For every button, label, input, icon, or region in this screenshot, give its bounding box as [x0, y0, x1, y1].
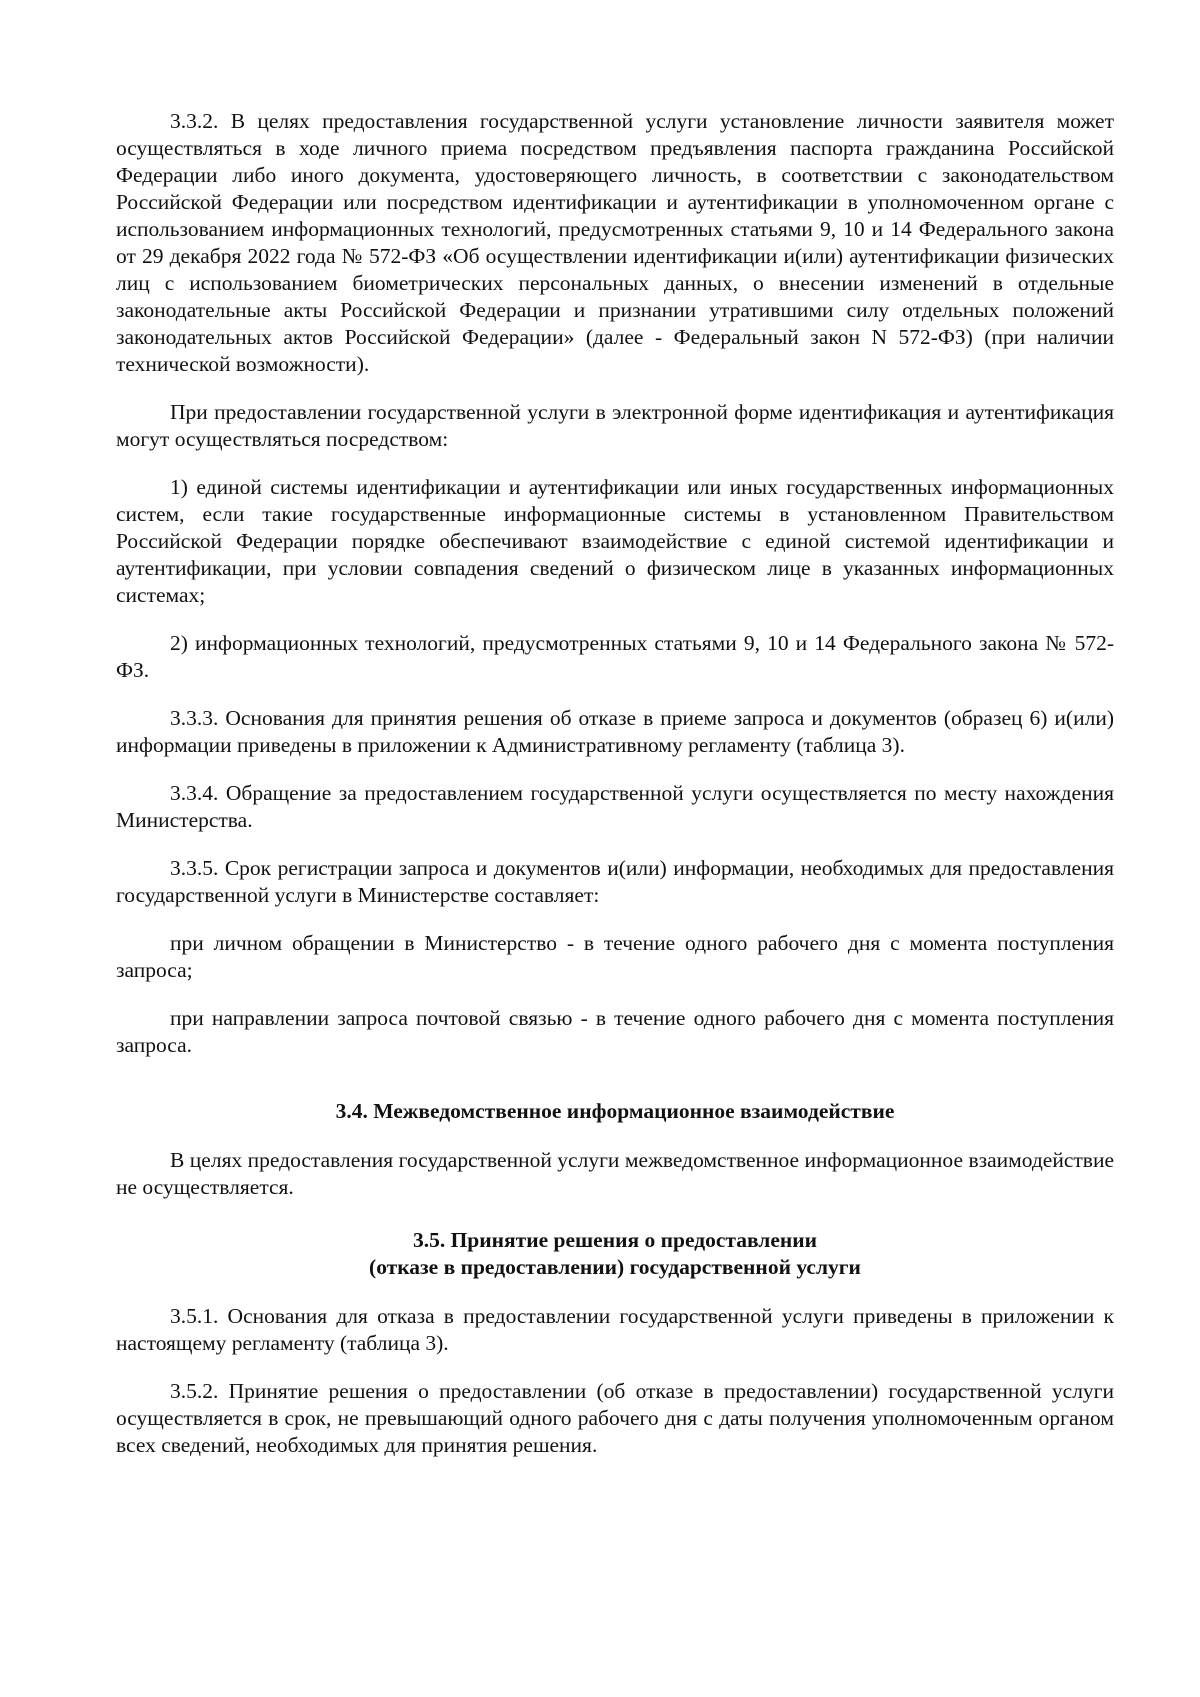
- paragraph-3-4-no-interaction: В целях предоставления государственной услуги межведомственное информационное взаимодействие не осуществляется.: [116, 1148, 1114, 1199]
- section-heading-3-5-line2: (отказе в предоставлении) государственной услуги: [369, 1255, 861, 1279]
- paragraph-3-5-2: 3.5.2. Принятие решения о предоставлении (об отказе в предоставлении) государственной услуги осуществляется в срок, не превышающий одного рабочего дня с даты получения уполномоченным органом всех сведений, необходимых для принятия решения.: [116, 1379, 1114, 1457]
- paragraph-postal-request-term: при направлении запроса почтовой связью - в течение одного рабочего дня с момента поступления запроса.: [116, 1006, 1114, 1057]
- list-item-1-esia: 1) единой системы идентификации и аутентификации или иных государственных информационных систем, если такие государственные информационные системы в установленном Правительством Российской Федерации порядке обеспечивают взаимодействие с единой системой идентификации и аутентификации, при условии совпадения сведений о физическом лице в указанных информационных системах;: [116, 475, 1114, 607]
- document-page: [116, 108, 1114, 1480]
- section-heading-3-4: [116, 1098, 1114, 1125]
- list-item-2-information-technologies: 2) информационных технологий, предусмотренных статьями 9, 10 и 14 Федерального закона № 572-ФЗ.: [116, 631, 1114, 682]
- paragraph-3-3-5: 3.3.5. Срок регистрации запроса и документов и(или) информации, необходимых для предоставления государственной услуги в Министерстве составляет:: [116, 856, 1114, 907]
- paragraph-3-5-1: 3.5.1. Основания для отказа в предоставлении государственной услуги приведены в приложении к настоящему регламенту (таблица 3).: [116, 1304, 1114, 1355]
- paragraph-personal-visit-term: при личном обращении в Министерство - в течение одного рабочего дня с момента поступления запроса;: [116, 931, 1114, 982]
- paragraph-3-3-3: 3.3.3. Основания для принятия решения об отказе в приеме запроса и документов (образец 6) и(или) информации приведены в приложении к Административному регламенту (таблица 3).: [116, 706, 1114, 757]
- paragraph-electronic-identification: При предоставлении государственной услуги в электронной форме идентификация и аутентификация могут осуществляться посредством:: [116, 400, 1114, 451]
- section-heading-3-5-line1: 3.5. Принятие решения о предоставлении: [412, 1228, 818, 1252]
- section-heading-3-5: [116, 1227, 1114, 1281]
- paragraph-3-3-2: 3.3.2. В целях предоставления государственной услуги установление личности заявителя может осуществляться в ходе личного приема посредством предъявления паспорта гражданина Российской Федерации либо иного документа, удостоверяющего личность, в соответствии с законодательством Российской Федерации или посредством идентификации и аутентификации в уполномоченном органе с использованием информационных технологий, предусмотренных статьями 9, 10 и 14 Федерального закона от 29 декабря 2022 года № 572-ФЗ «Об осуществлении идентификации и(или) аутентификации физических лиц с использованием биометрических персональных данных, о внесении изменений в отдельные законодательные акты Российской Федерации и признании утратившими силу отдельных положений законодательных актов Российской Федерации» (далее - Федеральный закон N 572-ФЗ) (при наличии технической возможности).: [116, 109, 1114, 376]
- paragraph-3-3-4: 3.3.4. Обращение за предоставлением государственной услуги осуществляется по месту нахождения Министерства.: [116, 781, 1114, 832]
- section-heading-3-4-text: 3.4. Межведомственное информационное взаимодействие: [335, 1099, 895, 1123]
